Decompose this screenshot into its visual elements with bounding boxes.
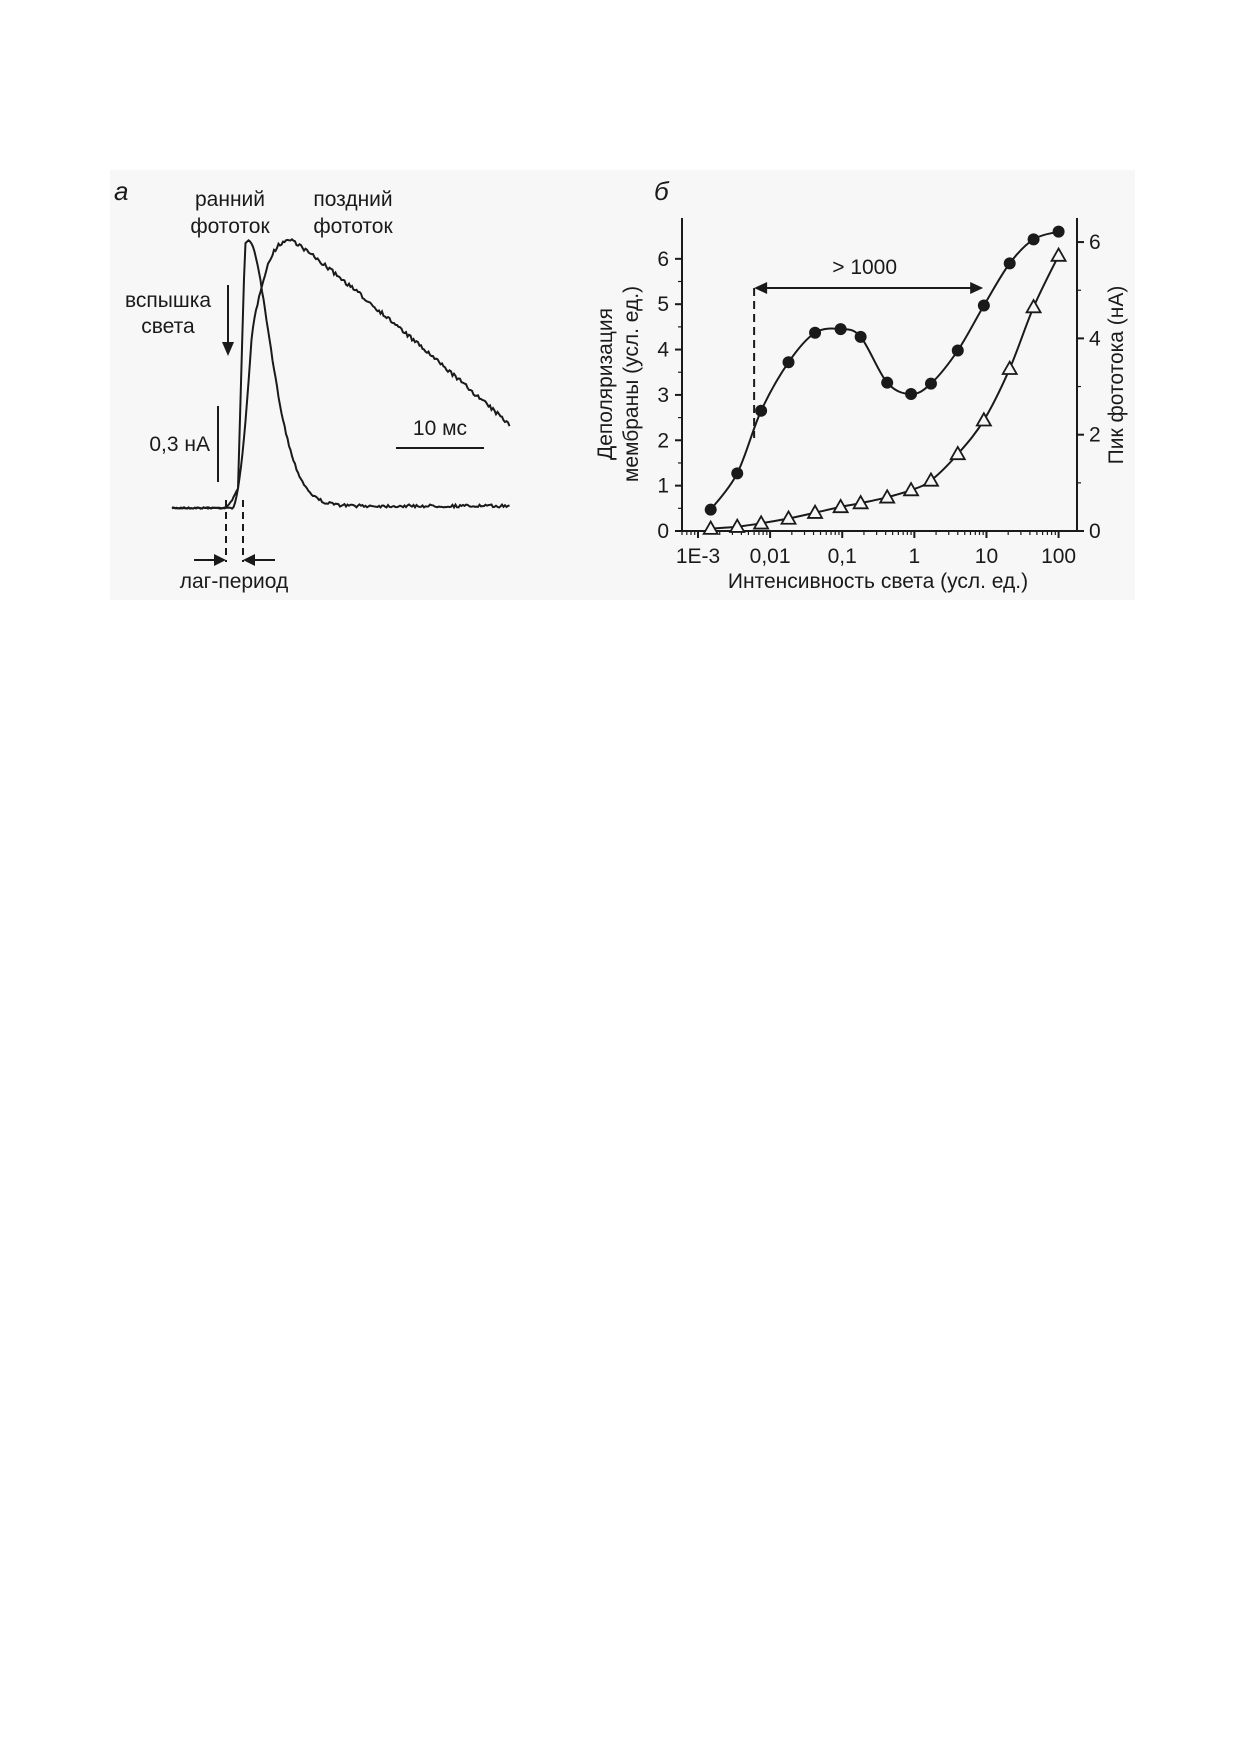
depolarization-point: [1028, 233, 1040, 245]
late-photocurrent-trace: [172, 239, 510, 508]
flash-label-2: света: [141, 315, 195, 338]
late-photocurrent-label-2: фототок: [313, 215, 393, 238]
x-tick-label: 1E-3: [675, 545, 721, 568]
right-y-axis-title: Пик фототока (нА): [1105, 285, 1128, 465]
time-scale-label: 10 мс: [412, 417, 468, 440]
x-tick-label: 1: [908, 545, 921, 568]
right-y-tick-label: 2: [1089, 423, 1101, 447]
left-y-tick-label: 6: [657, 247, 669, 271]
depolarization-point: [705, 504, 717, 516]
x-axis-title: Интенсивность света (усл. ед.): [727, 570, 1029, 593]
photocurrent-point: [977, 413, 991, 425]
left-y-tick-label: 2: [657, 429, 669, 453]
left-y-tick-label: 1: [657, 474, 669, 498]
depolarization-point: [855, 331, 867, 343]
depolarization-point: [783, 356, 795, 368]
depolarization-point: [978, 300, 990, 312]
x-tick-label: 0,01: [749, 545, 791, 568]
photocurrent-point: [1052, 249, 1066, 261]
right-y-tick-label: 6: [1089, 231, 1101, 255]
depolarization-point: [731, 467, 743, 479]
left-y-tick-label: 5: [657, 293, 669, 317]
panel-a: [114, 176, 510, 593]
left-y-axis-title-1: Деполяризация: [594, 308, 617, 460]
depolarization-point: [835, 323, 847, 335]
lag-period-label: лаг-период: [179, 570, 289, 593]
left-y-tick-label: 4: [657, 338, 669, 362]
left-y-tick-label: 0: [657, 520, 669, 543]
panel-b-letter: б: [654, 176, 669, 206]
early-photocurrent-label-1: ранний: [194, 188, 266, 211]
range-arrow-head-left: [754, 282, 767, 294]
depolarization-point: [1053, 226, 1065, 238]
figure-canvas: [110, 170, 1135, 600]
range-label: > 1000: [832, 256, 898, 279]
x-tick-label: 100: [1041, 545, 1077, 568]
flash-arrow-head: [222, 342, 234, 356]
left-y-axis-title-2: мембраны (усл. ед.): [620, 285, 643, 483]
early-photocurrent-label-2: фототок: [190, 215, 270, 238]
depolarization-point: [755, 405, 767, 417]
depolarization-point: [952, 344, 964, 356]
photocurrent-point: [1027, 300, 1041, 312]
lag-right-arrow-head: [243, 554, 255, 566]
depolarization-point: [925, 378, 937, 390]
late-photocurrent-label-1: поздний: [313, 188, 393, 211]
x-tick-label: 10: [974, 545, 999, 568]
left-y-tick-label: 3: [657, 383, 669, 407]
flash-label-1: вспышка: [124, 289, 212, 312]
current-scale-label: 0,3 нА: [149, 433, 210, 456]
panel-a-letter: а: [114, 176, 129, 206]
photocurrent-fit-curve: [711, 256, 1059, 529]
axis-ticks: [657, 231, 1101, 568]
depolarization-point: [809, 327, 821, 339]
right-y-tick-label: 0: [1089, 520, 1101, 543]
x-tick-label: 0,1: [827, 545, 857, 568]
depolarization-point: [905, 388, 917, 400]
depolarization-point: [881, 377, 893, 389]
panel-b: [594, 176, 1128, 593]
figure: [110, 170, 1135, 600]
photocurrent-point: [1003, 362, 1017, 374]
right-y-tick-label: 4: [1089, 327, 1101, 351]
lag-left-arrow-head: [214, 554, 226, 566]
range-arrow-head-right: [970, 282, 983, 294]
depolarization-point: [1004, 257, 1016, 269]
